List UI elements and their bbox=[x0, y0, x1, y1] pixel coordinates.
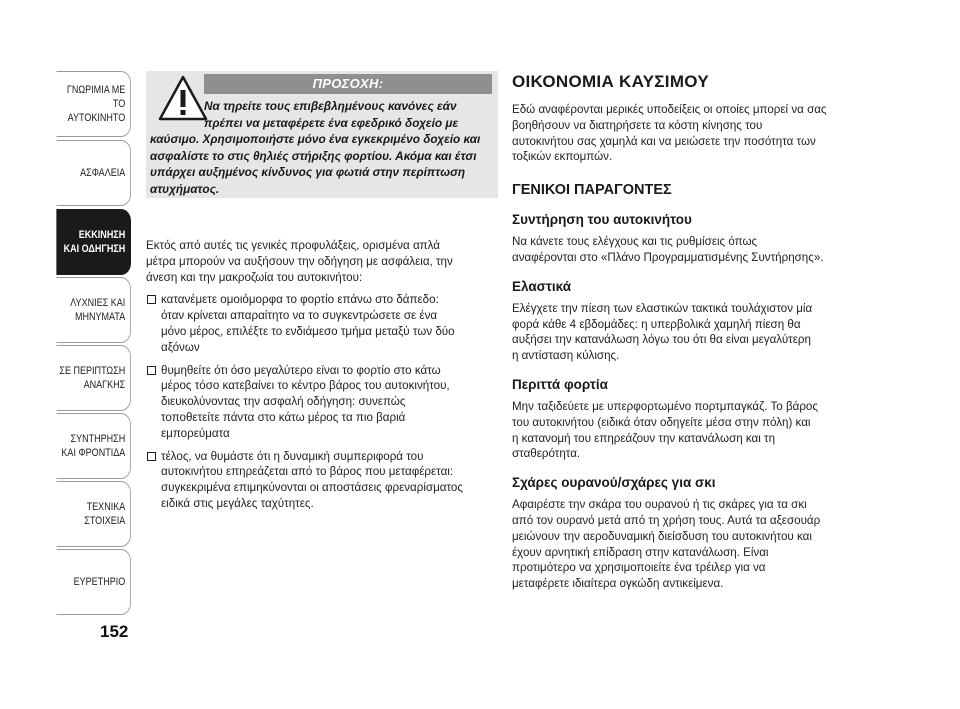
tab-maintenance[interactable] bbox=[56, 413, 131, 479]
text-line: όταν κρίνεται απαραίτητο να το συγκεντρώσετε σε ένα bbox=[161, 309, 438, 323]
warning-line: ασφαλίστε το στις θηλιές στήριξης φορτίου. Ακόμα και έτσι bbox=[150, 148, 477, 163]
bullet-item bbox=[146, 363, 501, 442]
paragraph bbox=[512, 497, 882, 592]
text-line: τοποθετείτε πάντα στο κάτω μέρος τα πιο βαριά bbox=[161, 410, 406, 424]
text-line: άνεση και την μακροζωία του αυτοκινήτου: bbox=[146, 270, 363, 284]
tab-label: ΛΥΧΝΙΕΣ ΚΑΙ ΜΗΝΥΜΑΤΑ bbox=[70, 297, 126, 323]
tab-warning-lights[interactable] bbox=[56, 277, 131, 343]
text-line: φορά κάθε 4 εβδομάδες: η υπερβολικά χαμηλή πίεση θα bbox=[512, 317, 801, 331]
tab-label: ΣΥΝΤΗΡΗΣΗ ΚΑΙ ΦΡΟΝΤΙΔΑ bbox=[61, 433, 126, 459]
intro-paragraph bbox=[512, 102, 882, 165]
page-number: 152 bbox=[100, 622, 129, 641]
text-line: αυξήσει την κατανάλωση λόγω του ότι θα είναι μεγαλύτερη bbox=[512, 333, 811, 347]
text-line: αναφέρονται στο «Πλάνο Προγραμματισμένης Συντήρησης». bbox=[512, 250, 824, 264]
right-column bbox=[512, 72, 882, 592]
paragraph bbox=[512, 234, 882, 266]
text-line: συγκεκριμένα επιμηκύνονται οι αποστάσεις φρεναρίσματος bbox=[161, 481, 463, 495]
warning-box bbox=[146, 71, 498, 198]
intro-paragraph bbox=[146, 238, 501, 285]
page-title: ΟΙΚΟΝΟΜΙΑ ΚΑΥΣΙΜΟΥ bbox=[512, 72, 709, 91]
text-line: του αυτοκινήτου (ειδικά όταν οδηγείτε μέσα στην πόλη) και bbox=[512, 415, 811, 429]
text-line: έχουν αρνητική επίδραση στην κατανάλωση. Είναι bbox=[512, 545, 769, 559]
section-heading: ΓΕΝΙΚΟΙ ΠΑΡΑΓΟΝΤΕΣ bbox=[512, 182, 672, 199]
text-line: θυμηθείτε ότι όσο μεγαλύτερο είναι το φορτίο στο κάτω bbox=[161, 363, 441, 377]
text-line: τοξικών εκπομπών. bbox=[512, 150, 613, 164]
text-line: διευκολύνοντας την ασφαλή οδήγηση: συνεπώς bbox=[161, 395, 406, 409]
warning-line: Να τηρείτε τους επιβεβλημένους κανόνες εάν bbox=[204, 99, 457, 113]
text-line: αξόνων bbox=[161, 340, 200, 354]
text-line: η κατανομή του επηρεάζουν την κατανάλωση και τη bbox=[512, 431, 776, 445]
text-line: η αντίσταση κύλισης. bbox=[512, 349, 620, 363]
tab-starting-driving[interactable] bbox=[56, 209, 131, 275]
tab-label: ΑΣΦΑΛΕΙΑ bbox=[80, 167, 126, 179]
text-line: Μην ταξιδεύετε με υπερφορτωμένο πορτμπαγκάζ. Το βάρος bbox=[512, 399, 818, 413]
tab-label: ΤΕΧΝΙΚΑ ΣΤΟΙΧΕΙΑ bbox=[84, 501, 126, 527]
text-line: Ελέγχετε την πίεση των ελαστικών τακτικά τουλάχιστον μία bbox=[512, 301, 813, 315]
tab-emergency[interactable] bbox=[56, 345, 131, 411]
warning-line: καύσιμο. Χρησιμοποιήστε μόνο ένα εγκεκριμένο δοχείο και bbox=[150, 132, 481, 147]
text-line: εμπορεύματα bbox=[161, 426, 230, 440]
subsection-heading: Περιττά φορτία bbox=[512, 376, 608, 392]
text-line: Να κάνετε τους ελέγχους και τις ρυθμίσεις όπως bbox=[512, 235, 758, 249]
subsection-heading: Σχάρες ουρανού/σχάρες για σκι bbox=[512, 475, 716, 491]
text-line: μειώνουν την αεροδυναμική διείσδυση του αυτοκινήτου και bbox=[512, 529, 812, 543]
text-line: σταθερότητα. bbox=[512, 447, 581, 461]
tab-technical-data[interactable] bbox=[56, 481, 131, 547]
warning-line: υπάρχει αυξημένος κίνδυνος για φωτιά στην περίπτωση bbox=[150, 165, 466, 180]
text-line: ειδικά στις μεγάλες ταχύτητες. bbox=[161, 496, 314, 510]
tab-label: ΕΚΚΙΝΗΣΗ ΚΑΙ ΟΔΗΓΗΣΗ bbox=[63, 229, 126, 255]
paragraph bbox=[512, 301, 882, 364]
text-line: Εκτός από αυτές τις γενικές προφυλάξεις, ορισμένα απλά bbox=[146, 239, 440, 252]
text-line: προτιμότερο να χρησιμοποιείτε ένα τρέιλερ για να bbox=[512, 561, 766, 575]
tab-index[interactable] bbox=[56, 549, 131, 615]
warning-line: πρέπει να μεταφέρετε ένα εφεδρικό δοχείο με bbox=[204, 115, 459, 130]
tab-getting-to-know[interactable] bbox=[56, 71, 131, 137]
text-line: αυτοκινήτου σας χαμηλά και να μειώσετε την ποσότητα των bbox=[512, 134, 816, 148]
warning-title: ΠΡΟΣΟΧΗ: bbox=[204, 74, 492, 94]
bullet-item bbox=[146, 449, 501, 512]
paragraph bbox=[512, 399, 882, 462]
text-line: μέτρα μπορούν να αυξήσουν την οδήγηση με ασφάλεια, την bbox=[146, 254, 453, 268]
text-line: από τον ουρανό μετά από τη χρήση τους. Αυτά τα αξεσουάρ bbox=[512, 513, 821, 527]
text-line: βοηθήσουν να διατηρήσετε τα κόστη κίνησης του bbox=[512, 118, 763, 132]
tab-label: ΓΝΩΡΙΜΙΑ ΜΕ ΤΟ ΑΥΤΟΚΙΝΗΤΟ bbox=[66, 84, 126, 124]
bullet-item bbox=[146, 292, 501, 355]
left-body-text bbox=[146, 238, 501, 512]
warning-text bbox=[150, 98, 496, 198]
text-line: μόνο μέρος, επιλέξτε το ενδιάμεσο τμήμα μεταξύ των δύο bbox=[161, 324, 455, 338]
text-line: αυτοκινήτου επηρεάζεται από το βάρος που μεταφέρεται: bbox=[161, 465, 454, 479]
tab-label: ΣΕ ΠΕΡΙΠΤΩΣΗ ΑΝΑΓΚΗΣ bbox=[59, 365, 126, 391]
text-line: Εδώ αναφέρονται μερικές υποδείξεις οι οποίες μπορεί να σας bbox=[512, 103, 827, 116]
text-line: μεταφέρετε ιδιαίτερα ογκώδη αντικείμενα. bbox=[512, 577, 724, 591]
tab-label: ΕΥΡΕΤΗΡΙΟ bbox=[73, 576, 126, 588]
text-line: κατανέμετε ομοιόμορφα το φορτίο επάνω στο δάπεδο: bbox=[161, 293, 439, 307]
text-line: μέρος τόσο κατεβαίνει το κέντρο βάρος του αυτοκινήτου, bbox=[161, 379, 450, 393]
chapter-sidebar bbox=[40, 71, 131, 616]
warning-line: ατυχήματος. bbox=[150, 181, 220, 196]
text-line: τέλος, να θυμάστε ότι η δυναμική συμπεριφορά του bbox=[161, 449, 424, 463]
text-line: Αφαιρέστε την σκάρα του ουρανού ή τις σκάρες για τα σκι bbox=[512, 498, 807, 512]
checkbox-bullet-icon bbox=[147, 366, 156, 375]
subsection-heading: Συντήρηση του αυτοκινήτου bbox=[512, 212, 692, 228]
subsection-heading: Ελαστικά bbox=[512, 278, 572, 294]
checkbox-bullet-icon bbox=[147, 452, 156, 461]
tab-safety[interactable] bbox=[56, 140, 131, 206]
checkbox-bullet-icon bbox=[147, 295, 156, 304]
